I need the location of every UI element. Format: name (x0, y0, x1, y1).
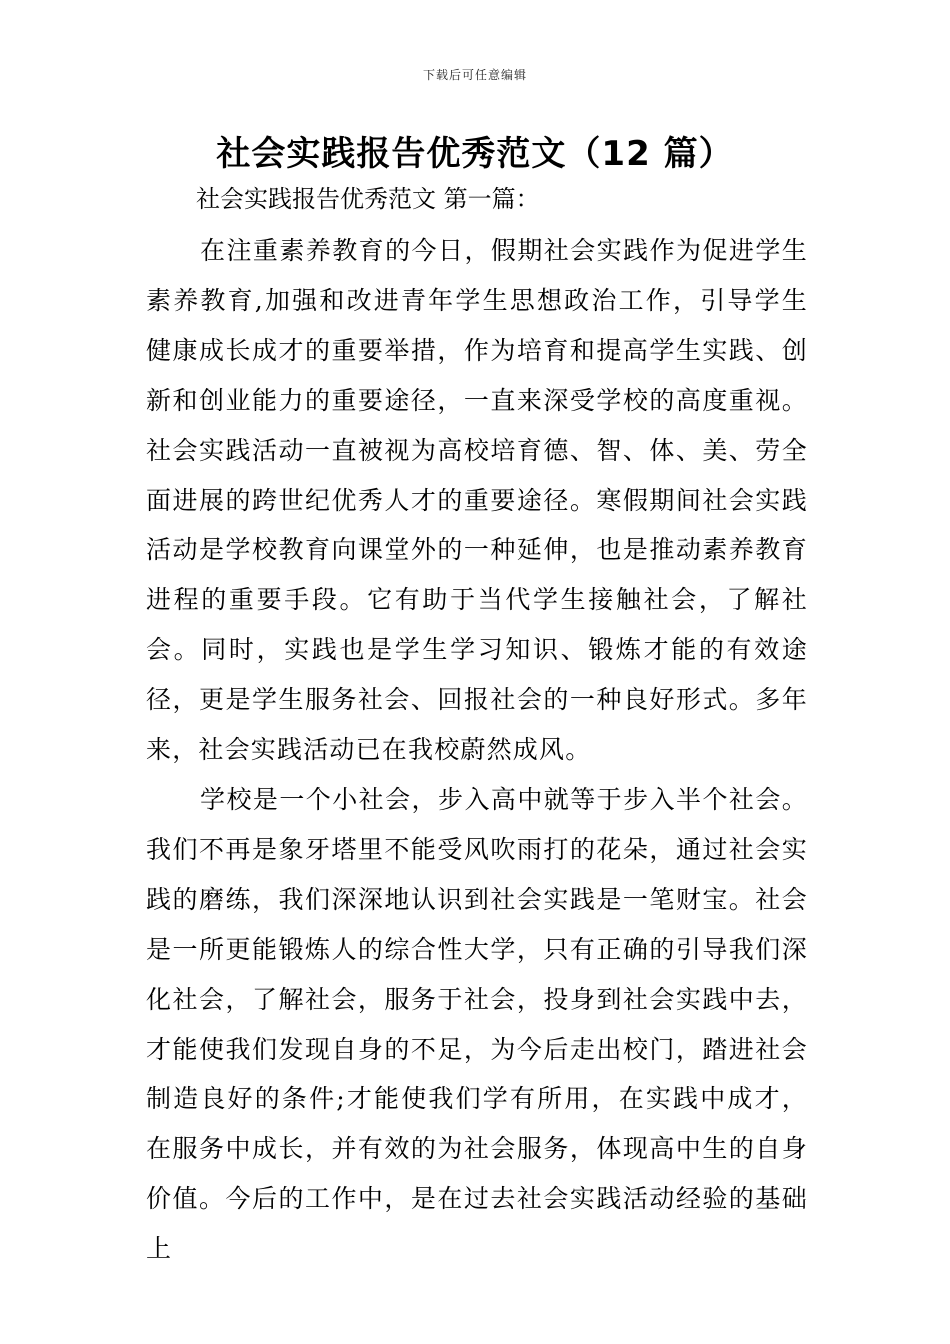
header-note: 下载后可任意编辑 (422, 68, 527, 82)
document-title: 社会实践报告优秀范文（12 篇） (216, 134, 734, 174)
paragraph-1: 在注重素养教育的今日，假期社会实践作为促进学生素养教育,加强和改进青年学生思想政治工作，引导学生健康成长成才的重要举措，作为培育和提高学生实践、创新和创业能力的重要途径，一直来深受学校的高度重视。社会实践活动一直被视为高校培育德、智、体、美、劳全面进展的跨世纪优秀人才的重要途径。寒假期间社会实践活动是学校教育向课堂外的一种延伸，也是推动素养教育进程的重要手段。它有助于当代学生接触社会，了解社会。同时，实践也是学生学习知识、锻炼才能的有效途径，更是学生服务社会、回报社会的一种良好形式。多年来，社会实践活动已在我校蔚然成风。 (146, 236, 808, 765)
section-heading: 社会实践报告优秀范文 第一篇： (196, 185, 540, 213)
paragraph-2: 学校是一个小社会，步入高中就等于步入半个社会。我们不再是象牙塔里不能受风吹雨打的花朵，通过社会实践的磨练，我们深深地认识到社会实践是一笔财宝。社会是一所更能锻炼人的综合性大学，只有正确的引导我们深化社会，了解社会，服务于社会，投身到社会实践中去，才能使我们发现自身的不足，为今后走出校门，踏进社会制造良好的条件;才能使我们学有所用，在实践中成才，在服务中成长，并有效的为社会服务，体现高中生的自身价值。今后的工作中，是在过去社会实践活动经验的基础上 (146, 784, 808, 1264)
document-body (146, 226, 808, 1274)
